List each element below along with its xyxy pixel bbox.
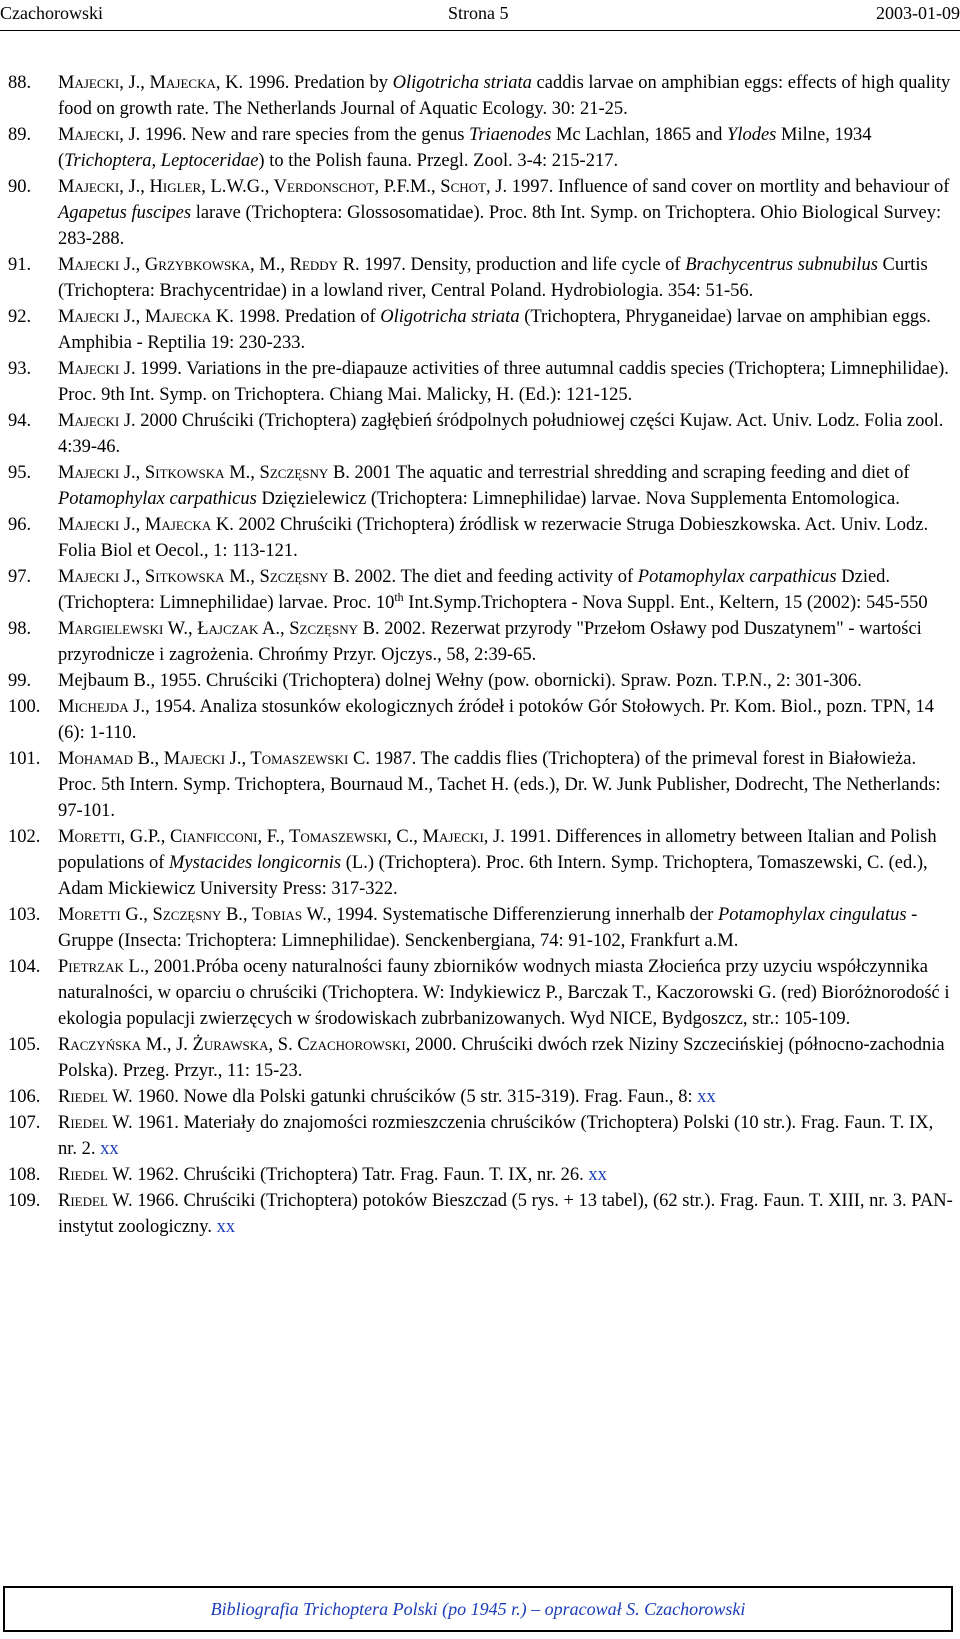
italic-text: Mystacides longicornis: [169, 853, 342, 873]
entry-text: M., J. Ż: [141, 1035, 204, 1055]
bibliography-entry: [8, 746, 956, 824]
entry-text: R: [58, 1113, 71, 1133]
entry-text: M: [58, 255, 75, 275]
italic-text: Leptoceridae: [160, 151, 259, 171]
author-name-smallcaps: itkowska: [155, 567, 225, 587]
header-page-number: Strona 5: [448, 3, 509, 23]
author-name-smallcaps: chot: [450, 177, 486, 197]
placeholder-link[interactable]: xx: [216, 1217, 236, 1237]
author-name-smallcaps: ajecki: [74, 515, 120, 535]
author-name-smallcaps: eddy: [301, 255, 339, 275]
entry-number: 91.: [8, 255, 32, 275]
author-name-smallcaps: argielewski: [74, 619, 164, 639]
entry-text: M: [58, 619, 75, 639]
author-name-smallcaps: ajczak: [208, 619, 259, 639]
author-name-smallcaps: ajecki: [74, 307, 120, 327]
italic-text: Potamophylax carpathicus: [637, 567, 837, 587]
page-footer: [3, 1586, 953, 1632]
bibliography-entry: [8, 824, 956, 902]
entry-text: M: [58, 827, 75, 847]
entry-text: , G.P., C: [120, 827, 183, 847]
author-name-smallcaps: ajecka: [166, 73, 216, 93]
bibliography-entry: [8, 304, 956, 356]
entry-text: J., M: [119, 307, 162, 327]
italic-text: Oligotricha striata: [392, 73, 532, 93]
entry-text: Int.Symp.Trichoptera - Nova Suppl. Ent., Keltern, 15 (2002): 545-550: [403, 593, 928, 613]
header-rule: [0, 30, 960, 31]
entry-number: 109.: [8, 1191, 41, 1211]
entry-number: 106.: [8, 1087, 41, 1107]
entry-number: 99.: [8, 671, 32, 691]
author-name-smallcaps: aczyńska: [70, 1035, 142, 1055]
entry-text: M: [58, 359, 75, 379]
entry-text: M: [58, 307, 75, 327]
entry-text: Dzied. (Trichoptera: Limnephilidae) larvae. Proc. 10: [58, 567, 891, 613]
entry-text: , J., H: [119, 177, 163, 197]
author-name-smallcaps: ajecki: [74, 411, 120, 431]
entry-text: caddis larvae on amphibian eggs: effects of high quality food on growth rate. The Netherlands Journal of Aquatic Ecology. 30: 21-25.: [58, 73, 951, 119]
italic-text: Brachycentrus subnubilus: [685, 255, 878, 275]
entry-text: ,: [151, 151, 161, 171]
italic-text: Agapetus fuscipes: [58, 203, 192, 223]
entry-text: J., M: [119, 515, 162, 535]
entry-text: , F., T: [257, 827, 301, 847]
bibliography-entry: [8, 1032, 956, 1084]
italic-text: Triaenodes: [469, 125, 552, 145]
bibliography-entry: [8, 564, 956, 616]
author-name-smallcaps: iedel: [70, 1165, 108, 1185]
entry-number: 107.: [8, 1113, 41, 1133]
entry-text: , J. 1996. New and rare species from the genus: [119, 125, 470, 145]
entry-number: 92.: [8, 307, 32, 327]
author-name-smallcaps: ajecki: [74, 73, 120, 93]
entry-number: 90.: [8, 177, 32, 197]
italic-text: Potamophylax carpathicus: [58, 489, 257, 509]
entry-text: R: [58, 1087, 71, 1107]
author-name-smallcaps: erdonschot: [287, 177, 375, 197]
header-date: 2003-01-09: [876, 3, 960, 23]
author-name-smallcaps: ohamad: [74, 749, 133, 769]
entry-text: , C., M: [387, 827, 439, 847]
author-name-smallcaps: igler: [162, 177, 202, 197]
author-name-smallcaps: ajecki: [74, 255, 120, 275]
entry-text: C. 1987. The caddis flies (Trichoptera) of the primeval forest in Białowieża. Proc. 5th Intern. Symp. Trichoptera, Bournaud M., Tachet H. (eds.), Dr. W. Junk Publisher, Dodrecht, The Netherlands: 97-101.: [58, 749, 941, 821]
bibliography-entry: [8, 1162, 956, 1188]
entry-number: 105.: [8, 1035, 41, 1055]
bibliography-entry: [8, 694, 956, 746]
author-name-smallcaps: ichejda: [74, 697, 129, 717]
bibliography-entry: [8, 954, 956, 1032]
bibliography-entry: [8, 122, 956, 174]
author-name-smallcaps: itkowska: [155, 463, 225, 483]
entry-text: , J., M: [119, 73, 167, 93]
entry-text: M., S: [224, 567, 270, 587]
entry-text: B., M: [132, 749, 181, 769]
author-name-smallcaps: iedel: [70, 1087, 108, 1107]
author-name-smallcaps: zczęsny: [162, 905, 222, 925]
bibliography-entry: [8, 1084, 956, 1110]
entry-text: J., T: [225, 749, 262, 769]
entry-text: B., T: [221, 905, 264, 925]
bibliography-entry: [8, 460, 956, 512]
page-header: [0, 0, 960, 34]
entry-text: W., 1994. Systematische Differenzierung innerhalb der: [302, 905, 718, 925]
entry-text: G., S: [120, 905, 163, 925]
entry-number: 89.: [8, 125, 32, 145]
entry-number: 108.: [8, 1165, 41, 1185]
entry-text: , J. 1991. Differences in allometry between Italian and Polish populations of: [58, 827, 937, 873]
author-name-smallcaps: ajecki: [74, 359, 120, 379]
entry-text: W., Ł: [163, 619, 209, 639]
entry-text: (Trichoptera, Phryganeidae) larvae on amphibian eggs. Amphibia - Reptilia 19: 230-233.: [58, 307, 931, 353]
italic-text: Potamophylax cingulatus: [717, 905, 907, 925]
entry-text: R. 1997. Density, production and life cycle of: [338, 255, 686, 275]
entry-number: 102.: [8, 827, 41, 847]
italic-text: Trichoptera: [64, 151, 152, 171]
placeholder-link[interactable]: xx: [588, 1165, 607, 1185]
entry-number: 97.: [8, 567, 32, 587]
bibliography-entry: [8, 1188, 956, 1240]
entry-text: M: [58, 697, 75, 717]
placeholder-link[interactable]: xx: [100, 1139, 119, 1159]
entry-text: ) to the Polish fauna. Przegl. Zool. 3-4: 215-217.: [258, 151, 619, 171]
author-name-smallcaps: oretti: [74, 905, 121, 925]
author-name-smallcaps: iedel: [70, 1191, 108, 1211]
italic-text: Ylodes: [727, 125, 777, 145]
entry-text: M: [58, 515, 75, 535]
author-name-smallcaps: ajecki: [74, 177, 120, 197]
entry-text: M: [58, 73, 75, 93]
entry-text: larave (Trichoptera: Glossosomatidae). Proc. 8th Int. Symp. on Trichoptera. Ohio Biological Survey: 283-288.: [58, 203, 942, 249]
superscript-text: th: [394, 589, 404, 604]
entry-text: K. 1998. Predation of: [211, 307, 381, 327]
author-name-smallcaps: ajecki: [180, 749, 226, 769]
entry-text: , P.F.M., S: [374, 177, 451, 197]
author-name-smallcaps: iedel: [70, 1113, 108, 1133]
entry-number: 95.: [8, 463, 32, 483]
entry-text: A., S: [258, 619, 300, 639]
entry-text: Milne, 1934 (: [58, 125, 872, 171]
entry-text: B. 2002. Rezerwat przyrody "Przełom Osławy pod Duszatynem" - wartości przyrodnicze i zagrożenia. Chrońmy Przyr. Ojczys., 58, 2:39-65.: [58, 619, 922, 665]
entry-text: (L.) (Trichoptera). Proc. 6th Intern. Symp. Trichoptera, Tomaszewski, C. (ed.), Adam Mickiewicz University Press: 317-322.: [58, 853, 928, 899]
entry-text: M: [58, 905, 75, 925]
entry-text: Curtis (Trichoptera: Brachycentridae) in a lowland river, Central Poland. Hydrobiologia. 354: 51-56.: [58, 255, 928, 301]
entry-text: , 2000. Chruściki dwóch rzek Niziny Szczecińskiej (północno-zachodnia Polska). Przeg. Przyr., 11: 15-23.: [58, 1035, 945, 1081]
bibliography-entry: [8, 408, 956, 460]
bibliography-entry: [8, 70, 956, 122]
entry-text: W. 1962. Chruściki (Trichoptera) Tatr. Frag. Faun. T. IX, nr. 26.: [107, 1165, 589, 1185]
entry-text: M: [58, 567, 75, 587]
author-name-smallcaps: zczęsny: [299, 619, 358, 639]
footer-text[interactable]: Bibliografia Trichoptera Polski (po 1945 r.) – opracował S. Czachorowski: [210, 1598, 746, 1619]
entry-text: B. 2001 The aquatic and terrestrial shredding and scraping feeding and diet of: [328, 463, 910, 483]
author-name-smallcaps: rzybkowska: [158, 255, 251, 275]
entry-text: , K. 1996. Predation by: [215, 73, 393, 93]
bibliography-entry: [8, 252, 956, 304]
entry-number: 101.: [8, 749, 41, 769]
bibliography-entry: [8, 616, 956, 668]
entry-text: J., G: [119, 255, 159, 275]
entry-text: Dzięzielewicz (Trichoptera: Limnephilidae) larvae. Nova Supplementa Entomologica.: [256, 489, 900, 509]
entry-text: - Gruppe (Insecta: Trichoptera: Limnephilidae). Senckenbergiana, 74: 91-102, Frankfurt a.M.: [58, 905, 918, 951]
author-name-smallcaps: omaszewski: [300, 827, 388, 847]
bibliography-entry: [8, 512, 956, 564]
bibliography-entry: [8, 356, 956, 408]
entry-number: 94.: [8, 411, 32, 431]
author-name-smallcaps: zachorowski: [309, 1035, 406, 1055]
entry-text: M: [58, 749, 75, 769]
entry-text: W. 1961. Materiały do znajomości rozmieszczenia chruścików (Trichoptera) Polski (10 str.). Frag. Faun. T. IX, nr. 2.: [58, 1113, 934, 1159]
entry-number: 104.: [8, 957, 41, 977]
entry-text: , L.W.G., V: [201, 177, 288, 197]
author-name-smallcaps: zczęsny: [269, 567, 329, 587]
entry-text: R: [58, 1165, 71, 1185]
entry-number: 93.: [8, 359, 32, 379]
author-name-smallcaps: ajecki: [439, 827, 484, 847]
header-author: Czachorowski: [0, 3, 103, 23]
entry-text: B. 2002. The diet and feeding activity of: [328, 567, 638, 587]
author-name-smallcaps: ajecka: [161, 515, 212, 535]
entry-text: M: [58, 125, 75, 145]
author-name-smallcaps: ajecki: [74, 125, 120, 145]
entry-text: J., S: [119, 463, 156, 483]
entry-number: 103.: [8, 905, 41, 925]
entry-text: R: [58, 1035, 71, 1055]
bibliography-entry: [8, 1110, 956, 1162]
entry-text: L., 2001.Próba oceny naturalności fauny zbiorników wodnych miasta Złocieńca przy uzyciu współczynnika naturalności, w oparciu o chruściki (Trichoptera. W: Indykiewicz P., Barczak T., Kaczorowski G. (red) Bioróżnorodość i ekologia populacji zwierzęcych w środowiskach zubrbanizowanych. Wyd NICE, Bydgoszcz, str.: 105-109.: [58, 957, 950, 1029]
entry-number: 100.: [8, 697, 41, 717]
author-name-smallcaps: ietrzak: [68, 957, 124, 977]
entry-text: J. 1999. Variations in the pre-diapauze activities of three autumnal caddis species (Trichoptera; Limnephilidae). Proc. 9th Int. Symp. on Trichoptera. Chiang Mai. Malicky, H. (Ed.): 121-125.: [58, 359, 949, 405]
entry-text: W. 1960. Nowe dla Polski gatunki chruścików (5 str. 315-319). Frag. Faun., 8:: [107, 1087, 698, 1107]
italic-text: Oligotricha striata: [380, 307, 520, 327]
entry-text: Mejbaum B., 1955. Chruściki (Trichoptera) dolnej Wełny (pow. obornicki). Spraw. Pozn. T.P.N., 2: 301-306.: [58, 671, 862, 691]
entry-text: P: [58, 957, 69, 977]
entry-text: M: [58, 411, 75, 431]
author-name-smallcaps: zczęsny: [269, 463, 329, 483]
bibliography-entry: [8, 668, 956, 694]
entry-text: Mc Lachlan, 1865 and: [551, 125, 728, 145]
entry-text: M: [58, 177, 75, 197]
entry-number: 98.: [8, 619, 32, 639]
entry-text: , M., R: [250, 255, 302, 275]
entry-text: J., 1954. Analiza stosunków ekologicznych źródeł i potoków Gór Stołowych. Pr. Kom. Biol., pozn. TPN, 14 (6): 1-110.: [58, 697, 934, 743]
entry-text: M: [58, 463, 75, 483]
entry-text: , S. C: [268, 1035, 310, 1055]
author-name-smallcaps: omaszewski: [261, 749, 349, 769]
author-name-smallcaps: ianficconi: [182, 827, 258, 847]
author-name-smallcaps: oretti: [74, 827, 121, 847]
entry-text: , J. 1997. Influence of sand cover on mortlity and behaviour of: [486, 177, 950, 197]
bibliography-entry: [8, 174, 956, 252]
bibliography-entry: [8, 902, 956, 954]
placeholder-link[interactable]: xx: [697, 1087, 716, 1107]
author-name-smallcaps: obias: [263, 905, 303, 925]
author-name-smallcaps: ajecki: [74, 463, 120, 483]
author-name-smallcaps: urawska: [203, 1035, 269, 1055]
author-name-smallcaps: ajecki: [74, 567, 120, 587]
entry-text: W. 1966. Chruściki (Trichoptera) potoków Bieszczad (5 rys. + 13 tabel), (62 str.). Frag. Faun. T. XIII, nr. 3. PAN-instytut zoologiczny.: [58, 1191, 953, 1237]
entry-text: K. 2002 Chruściki (Trichoptera) źródlisk w rezerwacie Struga Dobieszkowska. Act. Univ. Lodz. Folia Biol et Oecol., 1: 113-121.: [58, 515, 929, 561]
bibliography-list: [8, 70, 956, 1240]
author-name-smallcaps: ajecka: [161, 307, 212, 327]
entry-text: R: [58, 1191, 71, 1211]
entry-number: 96.: [8, 515, 32, 535]
entry-text: M., S: [224, 463, 270, 483]
entry-number: 88.: [8, 73, 32, 93]
entry-text: J. 2000 Chruściki (Trichoptera) zagłębień śródpolnych południowej części Kujaw. Act. Univ. Lodz. Folia zool. 4:39-46.: [58, 411, 944, 457]
entry-text: J., S: [119, 567, 156, 587]
